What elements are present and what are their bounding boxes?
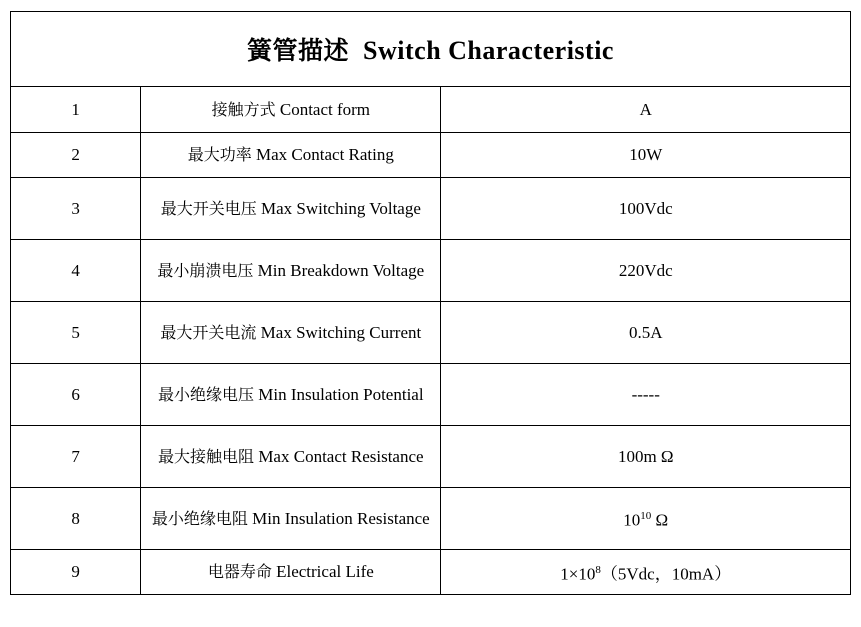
row-value-prefix: 10 [623, 510, 641, 530]
row-value: 100Vdc [441, 178, 851, 240]
row-value: ----- [441, 364, 851, 426]
row-parameter-cn: 最大开关电流 [160, 322, 257, 342]
row-parameter-cn: 最大接触电阻 [158, 446, 255, 466]
table-row [11, 364, 851, 426]
row-parameter [141, 426, 441, 488]
row-parameter-cn: 最大功率 [187, 145, 252, 164]
row-value [441, 488, 851, 550]
row-value-prefix: 1×10 [560, 564, 596, 584]
row-index: 1 [11, 87, 141, 133]
row-index: 5 [11, 302, 141, 364]
row-value-exponent: 10 [640, 510, 652, 523]
table-title-row [11, 12, 851, 87]
row-parameter [141, 488, 441, 550]
row-parameter-en: Contact form [279, 99, 371, 119]
row-parameter-en: Min Breakdown Voltage [257, 260, 425, 280]
row-index: 6 [11, 364, 141, 426]
row-parameter-en: Electrical Life [276, 562, 374, 581]
row-parameter [141, 550, 441, 595]
row-parameter-en: Max Switching Voltage [260, 198, 421, 218]
table-row [11, 133, 851, 178]
table-row [11, 240, 851, 302]
row-parameter-en: Min Insulation Potential [258, 384, 424, 404]
row-value: 220Vdc [441, 240, 851, 302]
table-title-cell [11, 12, 851, 87]
row-parameter-en: Max Contact Rating [256, 145, 394, 164]
row-parameter [141, 302, 441, 364]
table-title-cn: 簧管描述 [247, 36, 350, 65]
row-parameter-en: Max Contact Resistance [258, 446, 424, 466]
table-row [11, 488, 851, 550]
table-row [11, 426, 851, 488]
row-index: 9 [11, 550, 141, 595]
table-row [11, 550, 851, 595]
table-row [11, 87, 851, 133]
row-parameter [141, 178, 441, 240]
row-index: 3 [11, 178, 141, 240]
row-parameter-cn: 最小绝缘电压 [158, 384, 255, 404]
row-index: 4 [11, 240, 141, 302]
row-parameter [141, 133, 441, 178]
document-page [0, 11, 861, 627]
row-value: 10W [441, 133, 851, 178]
row-value: 100m Ω [441, 426, 851, 488]
row-parameter-cn: 最小绝缘电阻 [151, 508, 248, 528]
row-value: 0.5A [441, 302, 851, 364]
row-index: 8 [11, 488, 141, 550]
row-parameter-en: Max Switching Current [260, 322, 422, 342]
row-value: A [441, 87, 851, 133]
row-value-exponent: 8 [595, 563, 601, 576]
row-parameter [141, 240, 441, 302]
row-index: 2 [11, 133, 141, 178]
row-parameter-cn: 接触方式 [211, 99, 276, 119]
row-parameter [141, 364, 441, 426]
row-parameter-cn: 最大开关电压 [160, 198, 257, 218]
table-row [11, 302, 851, 364]
switch-characteristic-table [10, 11, 851, 595]
row-parameter-cn: 最小崩溃电压 [157, 260, 254, 280]
row-parameter [141, 87, 441, 133]
row-parameter-en: Min Insulation Resistance [252, 508, 430, 528]
row-index: 7 [11, 426, 141, 488]
row-value [441, 550, 851, 595]
row-value-suffix: （5Vdc，10mA） [600, 564, 732, 584]
table-title-en: Switch Characteristic [363, 36, 614, 65]
row-value-suffix: Ω [651, 510, 669, 530]
table-row [11, 178, 851, 240]
row-parameter-cn: 电器寿命 [207, 562, 272, 581]
